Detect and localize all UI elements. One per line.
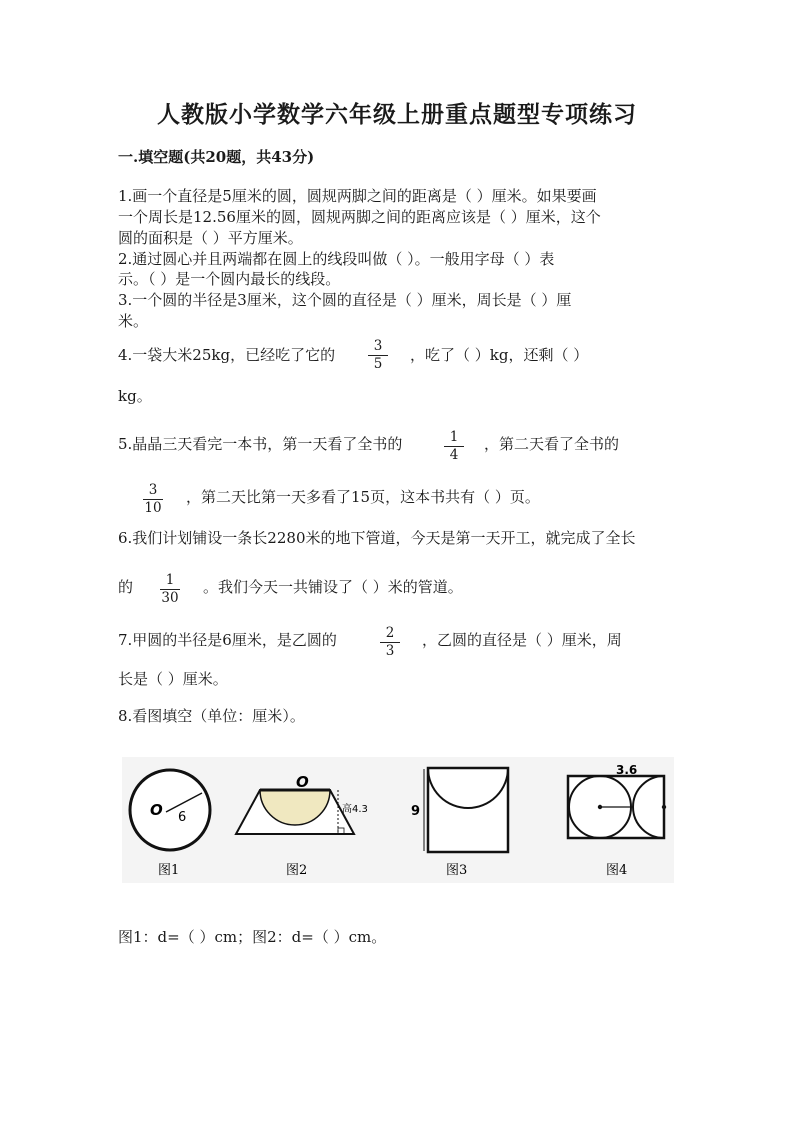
q7-fraction-den: 3 xyxy=(385,643,395,659)
q5-text-post: ，第二天比第一天多看了15页，这本书共有（ ）页。 xyxy=(186,488,540,506)
figure-4-rectangle xyxy=(568,763,666,838)
q3-line-1: 3.一个圆的半径是3厘米，这个圆的直径是（ ）厘米，周长是（ ）厘 xyxy=(118,291,572,309)
q5-fraction-2 xyxy=(140,483,166,516)
q1-line-2: 一个周长是12.56厘米的圆，圆规两脚之间的距离应该是（ ）厘米，这个 xyxy=(118,208,601,226)
q7-fraction xyxy=(377,626,403,659)
q5-text-pre: 5.晶晶三天看完一本书，第一天看了全书的 xyxy=(118,435,403,453)
q6-fraction-num: 1 xyxy=(165,572,175,588)
figure-1-caption: 图1 xyxy=(158,863,180,878)
q8-line-1: 8.看图填空（单位：厘米）。 xyxy=(118,707,305,725)
q5-text-mid: ，第二天看了全书的 xyxy=(484,435,620,453)
q1-line-1: 1.画一个直径是5厘米的圆，圆规两脚之间的距离是（ ）厘米。如果要画 xyxy=(118,187,597,205)
figure-3-square xyxy=(411,768,508,852)
q7-text-post: ，乙圆的直径是（ ）厘米，周 xyxy=(422,631,622,649)
q4-fraction-den: 5 xyxy=(373,356,383,372)
q7-fraction-num: 2 xyxy=(385,625,395,641)
q1-line-3: 圆的面积是（ ）平方厘米。 xyxy=(118,229,303,247)
figure-3-caption: 图3 xyxy=(446,863,468,878)
q6-fraction xyxy=(157,573,183,606)
q4-text-post: ，吃了（ ）kg，还剩（ ） xyxy=(410,346,589,364)
q7-text-pre: 7.甲圆的半径是6厘米，是乙圆的 xyxy=(118,631,337,649)
q5-fraction-1-num: 1 xyxy=(449,429,459,445)
figure-4-caption: 图4 xyxy=(606,863,628,878)
figure-2-trapezoid xyxy=(236,773,368,834)
q5-fraction-2-num: 3 xyxy=(148,482,158,498)
q4-line-2: kg。 xyxy=(118,387,152,405)
figure-1-radius-label: 6 xyxy=(178,810,187,825)
q5-fraction-1-den: 4 xyxy=(449,447,459,463)
figure-1-center-label: O xyxy=(150,801,163,819)
figure-2-center-label: O xyxy=(296,773,309,791)
q2-line-1: 2.通过圆心并且两端都在圆上的线段叫做（ ）。一般用字母（ ）表 xyxy=(118,250,555,268)
figure-1-circle xyxy=(130,770,210,850)
q5-fraction-1 xyxy=(441,430,467,463)
q4-fraction xyxy=(365,339,391,372)
q6-text-pre: 的 xyxy=(118,578,134,596)
q7-line-2: 长是（ ）厘米。 xyxy=(118,670,228,688)
q8-figure-strip xyxy=(122,757,674,883)
q4-text-pre: 4.一袋大米25kg，已经吃了它的 xyxy=(118,346,336,364)
q3-line-2: 米。 xyxy=(118,312,149,330)
q6-line-1: 6.我们计划铺设一条长2280米的地下管道，今天是第一天开工，就完成了全长 xyxy=(118,529,636,547)
q5-fraction-2-den: 10 xyxy=(144,500,162,516)
q6-fraction-den: 30 xyxy=(161,590,179,606)
figure-4-length-label: 3.6 xyxy=(616,763,638,777)
q8-answer-line: 图1：d=（ ）cm；图2：d=（ ）cm。 xyxy=(118,928,387,946)
q6-text-post: 。我们今天一共铺设了（ ）米的管道。 xyxy=(203,578,463,596)
figure-3-side-label: 9 xyxy=(411,804,421,819)
figure-2-height-label: 高4.3 xyxy=(342,804,368,815)
page-title: 人教版小学数学六年级上册重点题型专项练习 xyxy=(157,101,637,128)
q2-line-2: 示。（ ）是一个圆内最长的线段。 xyxy=(118,270,341,288)
figure-2-caption: 图2 xyxy=(286,863,308,878)
section-heading: 一.填空题(共20题，共43分) xyxy=(118,148,315,166)
q4-fraction-num: 3 xyxy=(373,338,383,354)
